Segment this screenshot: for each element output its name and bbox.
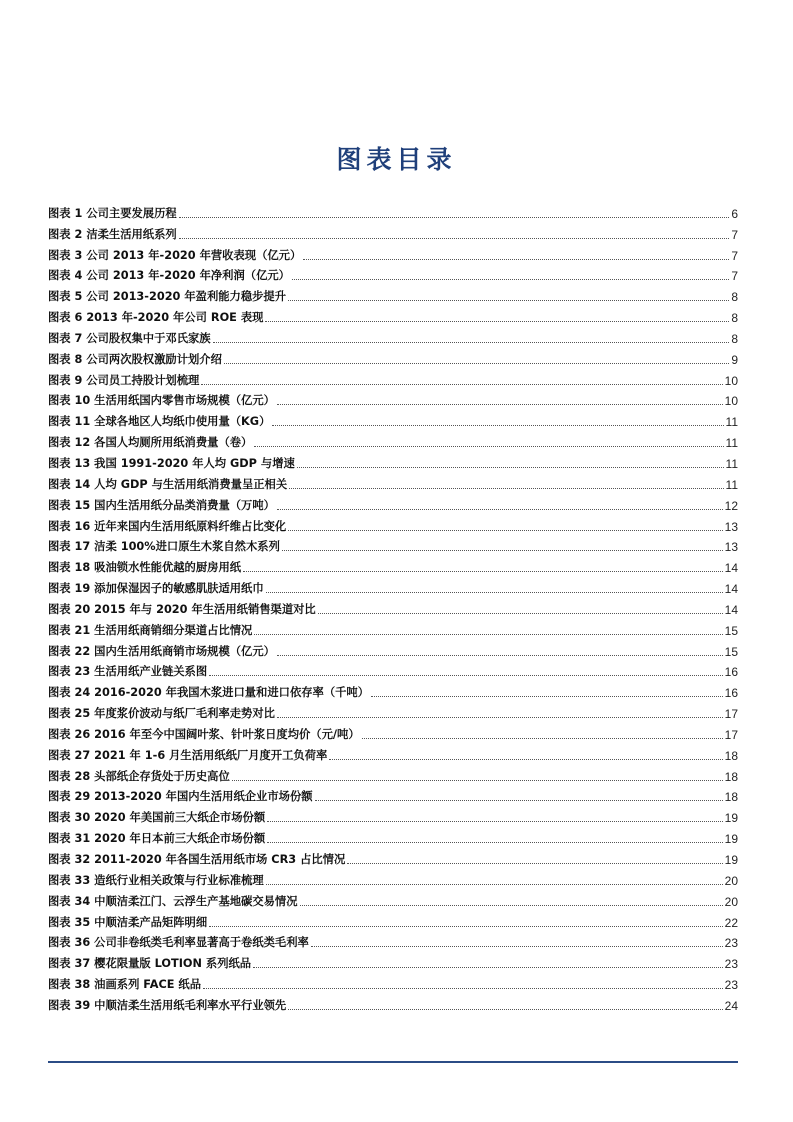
toc-entry-label[interactable]: 图表 9 公司员工持股计划梳理 [48,373,200,387]
toc-entry-label[interactable]: 图表 10 生活用纸国内零售市场规模（亿元） [48,394,275,408]
toc-entry[interactable] [48,450,738,471]
toc-entry-page[interactable]: 11 [725,477,738,492]
dot-leader [272,425,723,426]
toc-entry-page[interactable]: 10 [724,373,738,388]
toc-entry-page[interactable]: 11 [725,415,738,430]
dot-leader [209,926,722,927]
toc-entry-label[interactable]: 图表 35 中顺洁柔产品矩阵明细 [48,915,208,929]
toc-entry-label[interactable]: 图表 34 中顺洁柔江门、云浮生产基地碳交易情况 [48,894,298,908]
toc-entry-label[interactable]: 图表 30 2020 年美国前三大纸企市场份额 [48,811,266,825]
dot-leader [288,530,722,531]
toc-entry[interactable] [48,930,738,951]
dot-leader [288,300,729,301]
toc-entry-page[interactable]: 16 [724,686,738,701]
dot-leader [297,467,724,468]
table-of-figures [48,200,738,1013]
toc-entry-page[interactable]: 18 [724,769,738,784]
toc-entry-page[interactable]: 23 [724,936,738,951]
toc-entry-label[interactable]: 图表 25 年度浆价波动与纸厂毛利率走势对比 [48,707,275,721]
toc-entry-page[interactable]: 11 [725,456,738,471]
toc-entry-label[interactable]: 图表 18 吸油锁水性能优越的厨房用纸 [48,561,242,575]
dot-leader [277,509,723,510]
toc-entry[interactable] [48,429,738,450]
toc-entry-page[interactable]: 8 [731,311,738,326]
toc-entry-page[interactable]: 19 [724,811,738,826]
toc-entry-page[interactable]: 22 [724,915,738,930]
dot-leader [277,404,723,405]
dot-leader [311,946,723,947]
dot-leader [282,550,723,551]
toc-entry[interactable] [48,513,738,534]
dot-leader [289,488,723,489]
toc-entry-label[interactable]: 图表 13 我国 1991-2020 年人均 GDP 与增速 [48,456,295,470]
toc-entry-label[interactable]: 图表 23 生活用纸产业链关系图 [48,665,208,679]
toc-entry[interactable] [48,700,738,721]
toc-entry-label[interactable]: 图表 4 公司 2013 年-2020 年净利润（亿元） [48,269,290,283]
toc-entry[interactable] [48,638,738,659]
toc-entry-label[interactable]: 图表 11 全球各地区人均纸巾使用量（KG） [48,415,271,429]
dot-leader [318,613,723,614]
toc-entry-page[interactable]: 23 [724,957,738,972]
dot-leader [265,321,729,322]
toc-entry[interactable] [48,408,738,429]
dot-leader [179,217,730,218]
toc-entry-page[interactable]: 15 [724,644,738,659]
toc-entry-label[interactable]: 图表 31 2020 年日本前三大纸企市场份额 [48,832,266,846]
toc-entry[interactable] [48,492,738,513]
toc-entry-label[interactable]: 图表 12 各国人均厕所用纸消费量（卷） [48,436,253,450]
toc-entry-page[interactable]: 11 [725,436,738,451]
toc-entry[interactable] [48,867,738,888]
toc-entry-page[interactable]: 12 [724,498,738,513]
dot-leader [266,592,723,593]
toc-entry-label[interactable]: 图表 39 中顺洁柔生活用纸毛利率水平行业领先 [48,998,287,1012]
dot-leader [266,884,723,885]
toc-entry[interactable] [48,221,738,242]
toc-entry[interactable] [48,909,738,930]
toc-entry[interactable] [48,346,738,367]
dot-leader [243,571,723,572]
toc-entry[interactable] [48,304,738,325]
toc-entry-label[interactable]: 图表 38 油画系列 FACE 纸品 [48,978,201,992]
toc-entry[interactable] [48,846,738,867]
toc-entry[interactable] [48,888,738,909]
toc-entry-page[interactable]: 10 [724,394,738,409]
dot-leader [371,696,723,697]
toc-entry-page[interactable]: 20 [724,873,738,888]
toc-entry-page[interactable]: 16 [724,665,738,680]
toc-entry-page[interactable]: 15 [724,623,738,638]
toc-entry-label[interactable]: 图表 27 2021 年 1-6 月生活用纸纸厂月度开工负荷率 [48,748,328,762]
toc-entry[interactable] [48,804,738,825]
footer-divider [48,1061,738,1063]
toc-entry-label[interactable]: 图表 20 2015 年与 2020 年生活用纸销售渠道对比 [48,602,316,616]
toc-entry-page[interactable]: 17 [724,727,738,742]
toc-entry-page[interactable]: 8 [731,331,738,346]
toc-entry-label[interactable]: 图表 1 公司主要发展历程 [48,206,177,220]
toc-entry-label[interactable]: 图表 26 2016 年至今中国阔叶浆、针叶浆日度均价（元/吨） [48,727,360,741]
dot-leader [253,967,723,968]
dot-leader [292,279,729,280]
dot-leader [277,717,723,718]
toc-entry-label[interactable]: 图表 5 公司 2013-2020 年盈利能力稳步提升 [48,290,287,304]
toc-entry-label[interactable]: 图表 2 洁柔生活用纸系列 [48,227,177,241]
toc-entry-label[interactable]: 图表 6 2013 年-2020 年公司 ROE 表现 [48,311,264,325]
toc-entry[interactable] [48,971,738,992]
toc-entry[interactable] [48,471,738,492]
toc-entry-page[interactable]: 7 [731,227,738,242]
dot-leader [362,738,723,739]
toc-entry-page[interactable]: 14 [724,582,738,597]
toc-entry[interactable] [48,659,738,680]
toc-entry[interactable] [48,950,738,971]
dot-leader [267,821,723,822]
dot-leader [288,1009,722,1010]
toc-entry-label[interactable]: 图表 19 添加保湿因子的敏感肌肤适用纸巾 [48,582,264,596]
toc-entry-page[interactable]: 18 [724,790,738,805]
dot-leader [224,363,729,364]
toc-entry-label[interactable]: 图表 28 头部纸企存货处于历史高位 [48,769,230,783]
toc-entry[interactable] [48,784,738,805]
dot-leader [347,863,722,864]
dot-leader [201,384,722,385]
toc-entry-label[interactable]: 图表 24 2016-2020 年我国木浆进口量和进口依存率（千吨） [48,686,370,700]
toc-entry-label[interactable]: 图表 32 2011-2020 年各国生活用纸市场 CR3 占比情况 [48,853,346,866]
dot-leader [254,634,722,635]
toc-entry[interactable] [48,367,738,388]
toc-entry[interactable] [48,242,738,263]
dot-leader [300,905,723,906]
toc-entry[interactable] [48,763,738,784]
toc-entry[interactable] [48,575,738,596]
toc-entry[interactable] [48,617,738,638]
toc-entry-page[interactable]: 7 [731,248,738,263]
toc-entry-page[interactable]: 6 [731,206,738,221]
toc-entry-label[interactable]: 图表 29 2013-2020 年国内生活用纸企业市场份额 [48,790,313,804]
dot-leader [329,759,722,760]
toc-entry-label[interactable]: 图表 36 公司非卷纸类毛利率显著高于卷纸类毛利率 [48,936,309,950]
toc-entry[interactable] [48,679,738,700]
dot-leader [179,238,730,239]
page-title: 图表目录 [336,145,457,174]
toc-entry-page[interactable]: 19 [724,853,738,867]
toc-entry[interactable] [48,388,738,409]
toc-entry[interactable] [48,554,738,575]
toc-entry-label[interactable]: 图表 21 生活用纸商销细分渠道占比情况 [48,623,253,637]
toc-entry-label[interactable]: 图表 22 国内生活用纸商销市场规模（亿元） [48,644,275,658]
dot-leader [232,780,723,781]
dot-leader [213,342,730,343]
dot-leader [315,800,723,801]
toc-entry-page[interactable]: 14 [724,602,738,617]
toc-entry[interactable] [48,534,738,555]
dot-leader [209,675,722,676]
toc-entry-label[interactable]: 图表 8 公司两次股权激励计划介绍 [48,352,222,366]
toc-entry-label[interactable]: 图表 14 人均 GDP 与生活用纸消费量呈正相关 [48,477,288,491]
toc-entry-page[interactable]: 13 [724,519,738,534]
toc-entry[interactable] [48,992,738,1013]
toc-entry-page[interactable]: 13 [724,540,738,555]
toc-entry-label[interactable]: 图表 17 洁柔 100%进口原生木浆自然木系列 [48,540,280,554]
toc-entry-label[interactable]: 图表 33 造纸行业相关政策与行业标准梳理 [48,873,264,887]
toc-entry-page[interactable]: 20 [724,894,738,909]
toc-entry-page[interactable]: 14 [724,561,738,576]
toc-entry-page[interactable]: 17 [724,707,738,722]
dot-leader [277,655,723,656]
dot-leader [303,259,729,260]
toc-entry-label[interactable]: 图表 3 公司 2013 年-2020 年营收表现（亿元） [48,248,302,262]
dot-leader [203,988,723,989]
toc-entry[interactable] [48,263,738,284]
toc-entry[interactable] [48,596,738,617]
dot-leader [254,446,723,447]
toc-entry-page[interactable]: 7 [731,269,738,284]
toc-entry[interactable] [48,283,738,304]
toc-entry[interactable] [48,742,738,763]
toc-entry-page[interactable]: 24 [724,998,738,1013]
toc-entry[interactable] [48,825,738,846]
toc-entry-label[interactable]: 图表 16 近年来国内生活用纸原料纤维占比变化 [48,519,287,533]
toc-entry-page[interactable]: 18 [724,748,738,763]
toc-entry[interactable] [48,721,738,742]
toc-entry-label[interactable]: 图表 37 樱花限量版 LOTION 系列纸品 [48,957,252,971]
toc-entry-page[interactable]: 9 [731,352,738,367]
toc-entry[interactable] [48,325,738,346]
toc-entry-label[interactable]: 图表 15 国内生活用纸分品类消费量（万吨） [48,498,275,512]
toc-entry[interactable] [48,200,738,221]
toc-entry-page[interactable]: 19 [724,832,738,847]
toc-entry-page[interactable]: 8 [731,290,738,305]
toc-entry-page[interactable]: 23 [724,978,738,993]
dot-leader [267,842,723,843]
toc-entry-label[interactable]: 图表 7 公司股权集中于邓氏家族 [48,331,211,345]
